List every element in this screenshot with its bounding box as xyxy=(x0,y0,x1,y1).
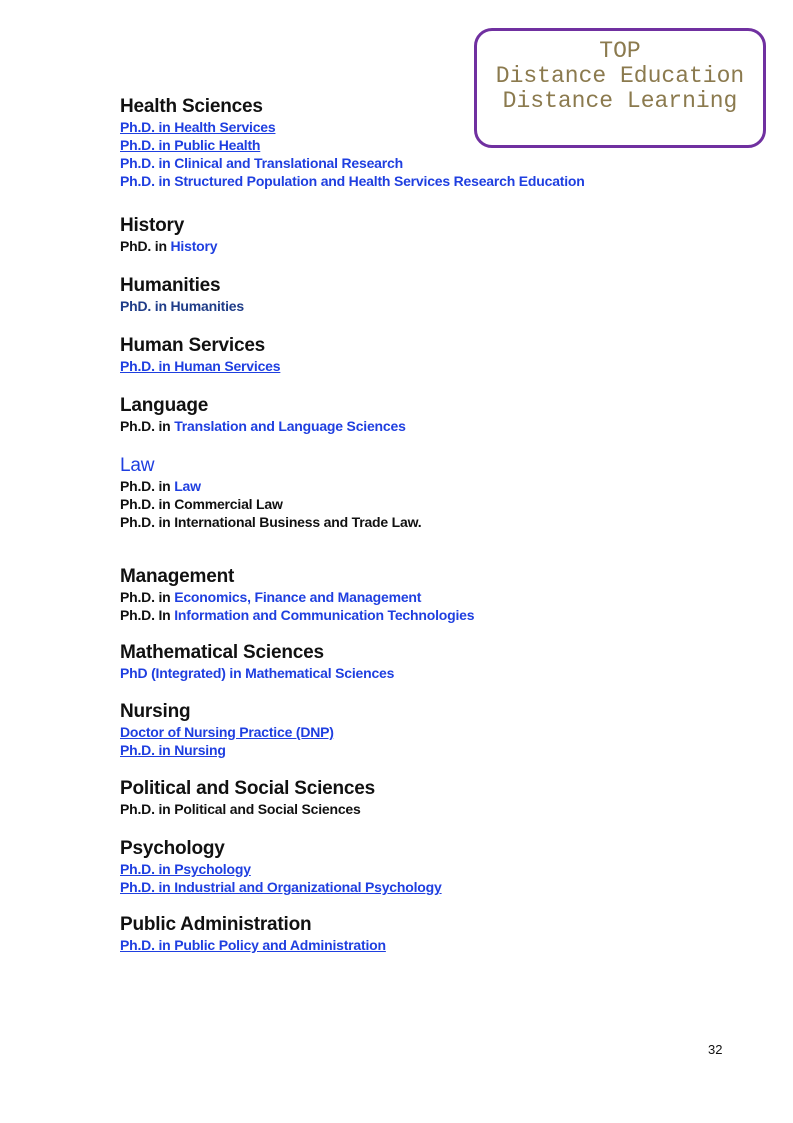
section-heading: Political and Social Sciences xyxy=(120,778,376,799)
section-heading: Health Sciences xyxy=(120,96,263,117)
section-mathematical-sciences xyxy=(120,642,394,682)
program-item: PhD (Integrated) in Mathematical Sciences xyxy=(120,665,395,681)
program-link[interactable]: Ph.D. in Public Health xyxy=(120,137,261,153)
section-heading: Public Administration xyxy=(120,914,312,935)
section-humanities xyxy=(120,275,244,315)
program-prefix: Ph.D. in xyxy=(120,418,175,434)
program-prefix: Ph.D. In xyxy=(120,607,175,623)
program-link[interactable]: Ph.D. in Psychology xyxy=(120,861,251,877)
section-heading: Human Services xyxy=(120,335,266,356)
section-political-social-sciences xyxy=(120,778,375,818)
program-link[interactable]: Ph.D. in Nursing xyxy=(120,742,226,758)
program-item xyxy=(120,417,406,435)
section-heading: History xyxy=(120,215,185,236)
program-link[interactable]: Ph.D. in Industrial and Organizational Psychology xyxy=(120,879,442,895)
program-name: History xyxy=(170,238,218,254)
program-link[interactable]: Doctor of Nursing Practice (DNP) xyxy=(120,724,334,740)
program-item: PhD. in Humanities xyxy=(120,298,244,314)
program-item: Ph.D. in Commercial Law xyxy=(120,496,283,512)
program-item: Ph.D. in Structured Population and Health Services Research Education xyxy=(120,173,585,189)
section-management xyxy=(120,566,474,624)
section-heading: Mathematical Sciences xyxy=(120,642,324,663)
section-heading: Language xyxy=(120,395,209,416)
section-health-sciences xyxy=(120,96,585,190)
section-heading: Nursing xyxy=(120,701,191,722)
program-name: Information and Communication Technologies xyxy=(174,607,475,623)
program-name: Translation and Language Sciences xyxy=(174,418,406,434)
program-item xyxy=(120,588,474,606)
page-number: 32 xyxy=(708,1042,723,1057)
section-language xyxy=(120,395,406,435)
section-heading: Psychology xyxy=(120,838,225,859)
program-item: Ph.D. in International Business and Trade Law. xyxy=(120,514,422,530)
program-prefix: Ph.D. in xyxy=(120,478,175,494)
program-prefix: Ph.D. in xyxy=(120,589,175,605)
program-link[interactable]: Ph.D. in Public Policy and Administration xyxy=(120,937,386,953)
section-history xyxy=(120,215,217,255)
section-nursing xyxy=(120,701,334,759)
program-name: Economics, Finance and Management xyxy=(174,589,422,605)
top-box-line-2: Distance Education xyxy=(495,63,745,89)
program-name: Law xyxy=(174,478,201,494)
program-prefix: PhD. in xyxy=(120,238,171,254)
section-public-administration xyxy=(120,914,386,954)
program-item xyxy=(120,477,421,495)
section-heading: Law xyxy=(120,455,155,476)
program-item xyxy=(120,237,217,255)
section-heading: Humanities xyxy=(120,275,221,296)
program-item: Ph.D. in Clinical and Translational Research xyxy=(120,155,403,171)
program-item: Ph.D. in Political and Social Sciences xyxy=(120,801,361,817)
section-human-services xyxy=(120,335,280,375)
top-box-line-1: TOP xyxy=(599,38,641,64)
top-box-line-3: Distance Learning xyxy=(502,88,738,114)
section-law xyxy=(120,455,421,531)
section-heading: Management xyxy=(120,566,235,587)
program-link[interactable]: Ph.D. in Health Services xyxy=(120,119,276,135)
program-link[interactable]: Ph.D. in Human Services xyxy=(120,358,281,374)
section-psychology xyxy=(120,838,442,896)
program-item xyxy=(120,606,474,624)
